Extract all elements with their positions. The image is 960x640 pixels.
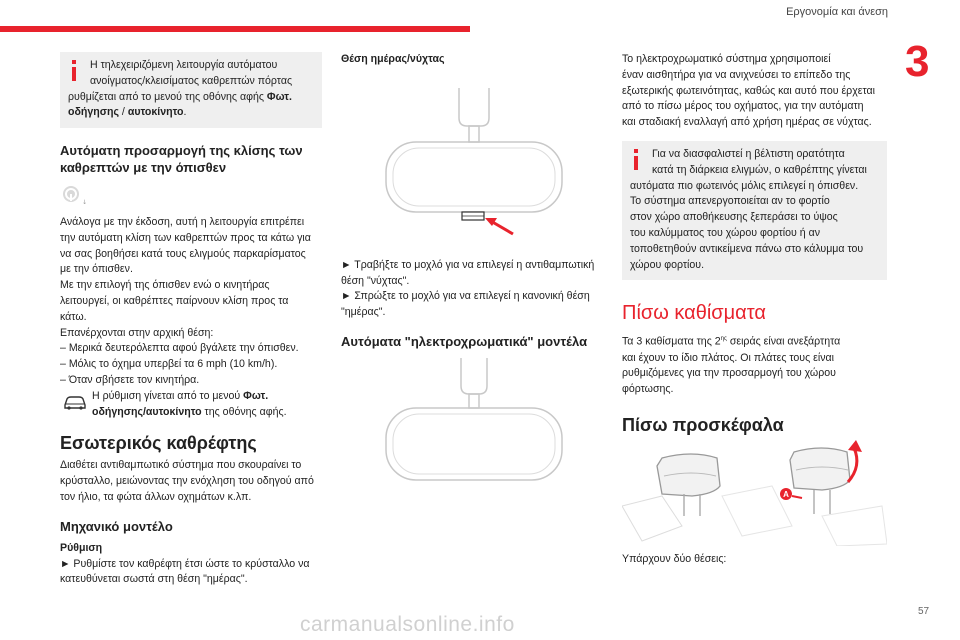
info-separator: / (118, 106, 128, 119)
info-line: αυτόματα πιο φωτεινός μόλις επιλεγεί η όπισθεν. (630, 179, 859, 192)
headrest-positions-intro: Υπάρχουν δύο θέσεις: (622, 553, 727, 566)
chapter-number: 3 (905, 37, 930, 86)
heading-rear-headrests: Πίσω προσκέφαλα (622, 415, 784, 436)
watermark: carmanualsonline.info (300, 613, 515, 636)
heading-electrochromic: Αυτόματα "ηλεκτροχρωματικά" μοντέλα (341, 333, 588, 349)
heading-auto-tilt (60, 142, 322, 176)
step-night: ► Τραβήξτε το μοχλό για να επιλεγεί η αντιθαμπωτική θέση "νύχτας". (341, 258, 595, 287)
headrest-illustration (622, 436, 887, 546)
info-line: του καλύμματος του χώρου φορτίου ή αν (630, 226, 821, 239)
info-line: στον χώρο αποθήκευσης ξεπεράσει το ύψος (630, 211, 838, 224)
steering-wheel-icon (60, 184, 88, 206)
heading-line: καθρεπτών με την όπισθεν (60, 160, 227, 176)
info-line: Για να διασφαλιστεί η βέλτιστη ορατότητα (652, 147, 845, 160)
info-line: Η τηλεχειριζόμενη λειτουργία αυτόματου (90, 59, 278, 71)
heading-interior-mirror: Εσωτερικός καθρέφτης (60, 433, 257, 454)
info-box-visibility (622, 141, 887, 280)
column-3 (622, 52, 887, 568)
adjust-step: ► Ρυθμίστε τον καθρέφτη έτσι ώστε το κρύσταλλο να κατευθύνεται σωστά στη θέση "ημέρας". (60, 557, 310, 586)
heading-rear-seats: Πίσω καθίσματα (622, 302, 766, 325)
list-item: – Όταν σβήσετε τον κινητήρα. (60, 373, 200, 386)
info-menu-name: οδήγησης (68, 106, 119, 119)
interior-mirror-description: Διαθέτει αντιθαμπωτικό σύστημα που σκουραίνει το κρύσταλλο, μειώνοντας την ενόχληση του οδηγού από τον ήλιο, τα φώτα άλλων οχημάτων κ.λπ. (60, 459, 314, 503)
list-item: – Μόλις το όχημα υπερβεί τα 6 mph (10 km/h). (60, 358, 278, 371)
top-accent-bar (0, 26, 470, 32)
car-settings-icon (62, 393, 88, 417)
column-1 (60, 52, 322, 588)
info-box-mirror-folding (60, 52, 322, 128)
heading-line: Αυτόματη προσαρμογή της κλίσης των (60, 143, 303, 159)
step-day: ► Σπρώξτε το μοχλό για να επιλεγεί η κανονική θέση "ημέρας". (341, 290, 590, 319)
reverse-gear-description: Με την επιλογή της όπισθεν ενώ ο κινητήρας λειτουργεί, οι καθρέπτες παίρνουν κλίση προς τα κάτω. (60, 279, 289, 323)
settings-note: Η ρύθμιση γίνεται από το μενού Φωτ. οδήγησης/αυτοκίνητο της οθόνης αφής. (60, 389, 322, 421)
page-header-title: Εργονομία και άνεση (786, 6, 888, 18)
column-2 (341, 52, 606, 510)
info-line: Το σύστημα απενεργοποιείται αν το φορτίο (630, 195, 830, 208)
info-line: ανοίγματος/κλεισίματος καθρεπτών πόρτας (90, 74, 293, 87)
info-icon (68, 60, 80, 82)
mirror-electrochromic-illustration (341, 350, 606, 510)
return-conditions-list (60, 341, 322, 388)
info-menu-name: Φωτ. (266, 90, 292, 103)
info-period: . (183, 106, 187, 119)
electrochromic-description: Το ηλεκτροχρωματικό σύστημα χρησιμοποιεί έναν αισθητήρα για να ανιχνεύσει το επίπεδο της εξωτερικής φωτεινότητας, καθώς και αυτό που έρχεται από το πίσω μέρος του οχήματος, για την αυτόματη και σταδιακή εναλλαγή από χρήση ημέρας σε νύχτας. (622, 53, 875, 129)
info-line: τοποθετηθούν αντικείμενα πάνω στο κάλυμμα του (630, 242, 864, 255)
heading-adjustment: Ρύθμιση (60, 541, 103, 554)
info-line: χώρου φορτίου. (630, 258, 705, 271)
auto-tilt-description: Ανάλογα με την έκδοση, αυτή η λειτουργία επιτρέπει την αυτόματη κλίση των καθρεπτών προς τα κάτω για να σας βοηθήσει κατά τους ελιγμούς παρκαρίσματος με την όπισθεν. (60, 215, 311, 276)
info-icon (630, 149, 642, 171)
page-number: 57 (918, 606, 930, 617)
info-menu-name: αυτοκίνητο (127, 106, 184, 119)
mirror-manual-illustration (341, 68, 606, 258)
heading-day-night: Θέση ημέρας/νύχτας (341, 53, 445, 65)
svg-text:↓: ↓ (82, 199, 88, 207)
label-a: A (783, 490, 789, 500)
info-line: ρυθμίζεται από το μενού της οθόνης αφής (68, 90, 267, 103)
info-line: κατά τη διάρκεια ελιγμών, ο καθρέπτης γίνεται (652, 163, 867, 176)
heading-manual-model: Μηχανικό μοντέλο (60, 518, 173, 534)
return-position-intro: Επανέρχονται στην αρχική θέση: (60, 326, 214, 339)
list-item: – Μερικά δευτερόλεπτα αφού βγάλετε την όπισθεν. (60, 342, 299, 355)
rear-seats-description: Τα 3 καθίσματα της $2^{\eta\varsigma}$ σειράς είναι ανεξάρτητα και έχουν το ίδιο πλάτος. Οι πλάτες τους είναι ρυθμιζόμενες για την προσαρμογή του χώρου φόρτωσης. (622, 335, 841, 396)
